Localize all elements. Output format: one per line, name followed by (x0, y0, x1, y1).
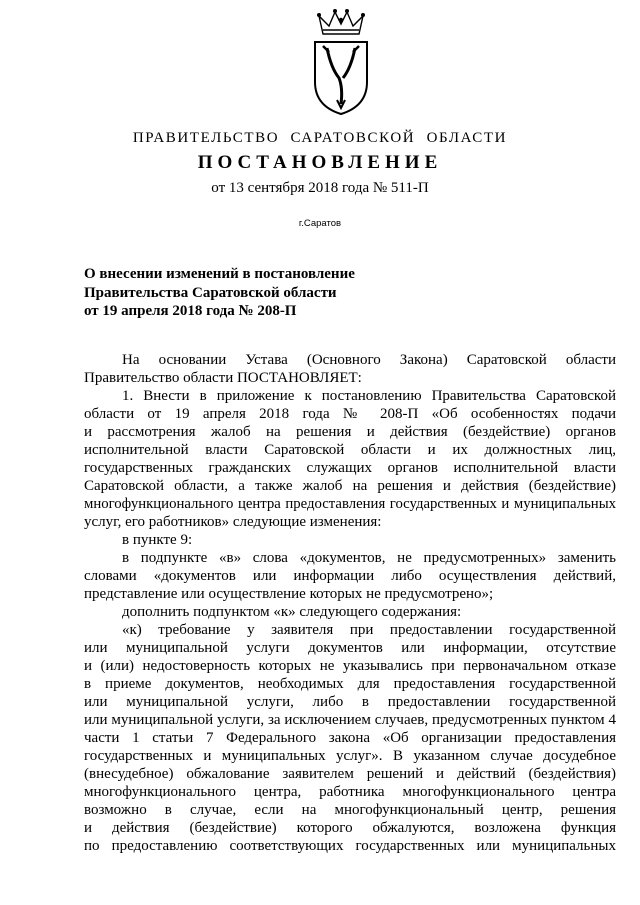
body-line: словами «документов или информации либо осуществления действий, (84, 568, 616, 584)
body-line: или муниципальной услуги документов или информации, отсутствие (84, 640, 616, 656)
body-line: по предоставлению соответствующих государственных или муниципальных (84, 838, 616, 854)
body-line: в пункте 9: (122, 532, 193, 548)
body-line: представление или осуществление которых не предусмотрено»; (84, 586, 494, 602)
body-line: Правительство области ПОСТАНОВЛЯЕТ: (84, 370, 362, 386)
body-line: и (или) недостоверность которых не указывались при первоначальном отказе (84, 658, 616, 674)
subject-line: Правительства Саратовской области (84, 284, 337, 301)
body-line: или муниципальной услуги, за исключением случаев, предусмотренных пунктом 4 (84, 712, 616, 728)
body-line: государственных гражданских служащих органов исполнительной власти (84, 460, 616, 476)
authority-name: ПРАВИТЕЛЬСТВО САРАТОВСКОЙ ОБЛАСТИ (132, 130, 508, 146)
body-line: государственных и муниципальных услуг». В указанном случае досудебное (84, 748, 616, 764)
document-subject (84, 265, 404, 321)
body-line: (внесудебное) обжалование заявителем решений и действий (бездействия) (84, 766, 616, 782)
body-line: возможно в случае, если на многофункциональный центр, решения (84, 802, 616, 818)
document-city: г.Саратов (298, 218, 342, 229)
body-line: дополнить подпунктом «к» следующего содержания: (122, 604, 462, 620)
document-date-number: от 13 сентября 2018 года № 511-П (211, 180, 429, 196)
body-line: или муниципальной услуги, либо в предоставлении государственной (84, 694, 616, 710)
subject-line: от 19 апреля 2018 года № 208-П (84, 303, 297, 319)
body-line: в приеме документов, необходимых для предоставления государственной (84, 676, 616, 692)
body-line: Саратовской области, а также жалоб на решения и действия (бездействие) (84, 478, 616, 494)
document-body (84, 351, 616, 855)
body-line: «к) требование у заявителя при предоставлении государственной (122, 622, 616, 638)
body-line: многофункционального центра предоставления государственных и муниципальных (84, 496, 616, 512)
body-line: многофункционального центра, работника многофункционального центра (84, 784, 616, 800)
body-line: На основании Устава (Основного Закона) Саратовской области (122, 352, 616, 368)
body-line: области от 19 апреля 2018 года № 208-П «Об особенностях подачи (84, 406, 616, 422)
body-line: 1. Внести в приложение к постановлению Правительства Саратовской (122, 388, 616, 404)
body-line: и действия (бездействие) которого обжалуются, возложена функция (84, 820, 616, 836)
body-line: в подпункте «в» слова «документов, не предусмотренных» заменить (122, 550, 616, 566)
body-line: части 1 статьи 7 Федерального закона «Об организации предоставления (84, 730, 616, 746)
document-type: ПОСТАНОВЛЕНИЕ (197, 152, 443, 173)
saratov-coat-of-arms-icon (305, 8, 377, 116)
subject-line: О внесении изменений в постановление (84, 266, 355, 282)
body-line: исполнительной власти Саратовской области и их должностных лиц, (84, 442, 616, 458)
body-line: услуг, его работников» следующие изменения: (84, 514, 382, 530)
body-line: и рассмотрения жалоб на решения и действия (бездействие) органов (84, 424, 616, 440)
